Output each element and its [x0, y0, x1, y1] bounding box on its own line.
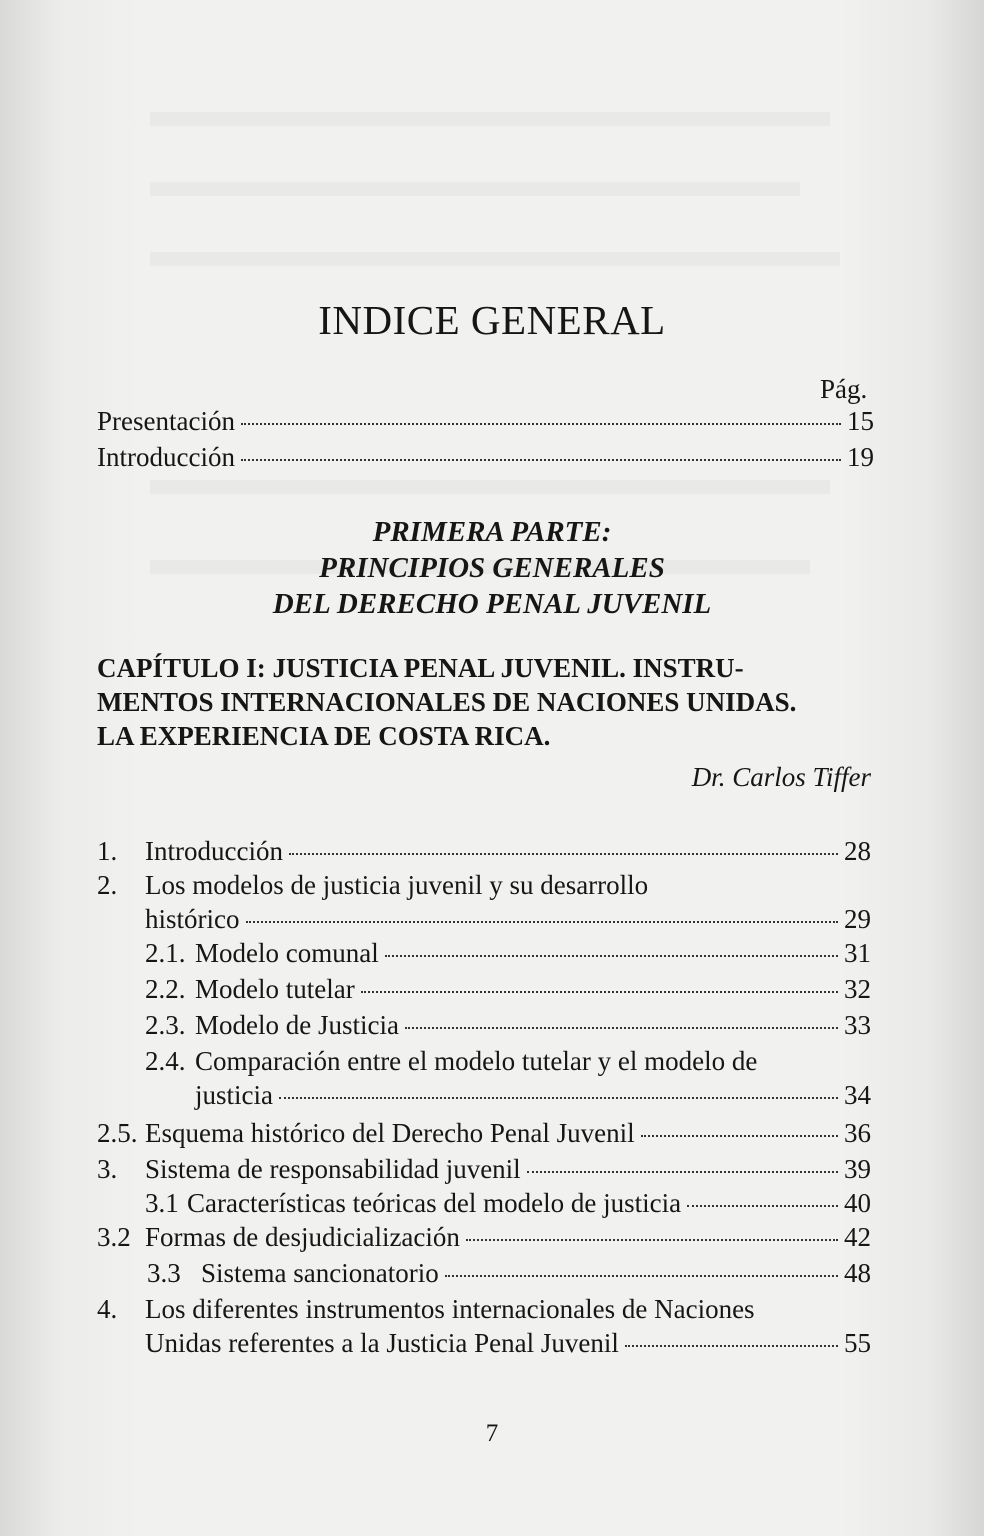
toc-entry [97, 868, 648, 902]
toc-entry-text: Formas de desjudicialización [145, 1222, 460, 1252]
page-title: INDICE GENERAL [318, 297, 666, 343]
toc-entry-number: 4. [97, 1294, 118, 1324]
toc-entry-page: 55 [844, 1328, 871, 1358]
chapter-heading-line: LA EXPERIENCIA DE COSTA RICA. [97, 721, 551, 751]
toc-entry-text: Modelo comunal [195, 938, 379, 968]
toc-entry-page: 29 [844, 904, 871, 934]
chapter-heading-line: MENTOS INTERNACIONALES DE NACIONES UNIDAS. [97, 687, 797, 717]
toc-entry-page: 19 [847, 442, 874, 472]
dot-leader [241, 459, 841, 461]
toc-entry-continuation [145, 1326, 871, 1360]
dot-leader [385, 955, 838, 957]
dot-leader [527, 1171, 838, 1173]
toc-entry-text: Introducción [145, 836, 283, 866]
toc-entry-continuation [145, 902, 871, 936]
toc-entry-page: 34 [844, 1080, 871, 1110]
dot-leader [445, 1275, 838, 1277]
part-heading-line: DEL DERECHO PENAL JUVENIL [272, 588, 712, 620]
dot-leader [466, 1239, 838, 1241]
toc-entry-text: histórico [145, 904, 240, 934]
toc-entry-number: 2.3. [145, 1010, 186, 1040]
toc-entry [145, 1186, 871, 1220]
toc-entry-text: Modelo de Justicia [195, 1010, 399, 1040]
toc-entry-text: Los diferentes instrumentos internacionales de Naciones [145, 1294, 755, 1324]
toc-entry [97, 1152, 871, 1186]
dot-leader [687, 1205, 838, 1207]
toc-entry-page: 31 [844, 938, 871, 968]
toc-entry-text: Presentación [97, 406, 235, 436]
toc-entry-number: 2. [97, 870, 118, 900]
toc-entry-text: Los modelos de justicia juvenil y su desarrollo [145, 870, 649, 900]
chapter-heading-line: CAPÍTULO I: JUSTICIA PENAL JUVENIL. INSTRU- [97, 653, 744, 683]
dot-leader [279, 1097, 838, 1099]
page-number: 7 [485, 1420, 499, 1447]
toc-entry [145, 1008, 871, 1042]
toc-entry-number: 2.2. [145, 974, 186, 1004]
toc-entry-number: 1. [97, 836, 118, 866]
toc-entry-page: 40 [844, 1188, 871, 1218]
toc-entry-number: 3.3 [147, 1258, 181, 1288]
toc-entry-text: justicia [195, 1080, 273, 1110]
dot-leader [625, 1345, 838, 1347]
toc-entry-page: 48 [844, 1258, 871, 1288]
toc-entry [97, 1220, 871, 1254]
dot-leader [289, 853, 838, 855]
toc-entry-page: 32 [844, 974, 871, 1004]
dot-leader [361, 991, 838, 993]
toc-entry [145, 936, 871, 970]
toc-entry-number: 2.4. [145, 1046, 186, 1076]
toc-entry-page: 33 [844, 1010, 871, 1040]
bleed-through-shadow [150, 112, 830, 126]
bleed-through-shadow [150, 252, 840, 266]
toc-entry [97, 1292, 755, 1326]
toc-entry-text: Esquema histórico del Derecho Penal Juvenil [145, 1118, 635, 1148]
toc-entry-presentacion [97, 404, 874, 438]
toc-entry-text: Modelo tutelar [195, 974, 355, 1004]
toc-entry-text: Unidas referentes a la Justicia Penal Juvenil [145, 1328, 619, 1358]
toc-entry-number: 3.2 [97, 1222, 131, 1252]
toc-entry-page: 15 [847, 406, 874, 436]
toc-entry [97, 834, 871, 868]
chapter-author: Dr. Carlos Tiffer [691, 762, 871, 792]
toc-entry-text: Introducción [97, 442, 235, 472]
toc-entry-text: Sistema sancionatorio [201, 1258, 439, 1288]
toc-entry-text: Características teóricas del modelo de justicia [187, 1188, 682, 1218]
toc-entry [147, 1256, 871, 1290]
toc-entry-text: Sistema de responsabilidad juvenil [145, 1154, 521, 1184]
toc-entry-continuation [195, 1078, 871, 1112]
part-heading-line: PRIMERA PARTE: [372, 516, 612, 548]
toc-entry-page: 28 [844, 836, 871, 866]
page-column-label: Pág. [820, 374, 868, 404]
bleed-through-shadow [150, 182, 800, 196]
toc-entry-introduccion [97, 440, 874, 474]
dot-leader [241, 423, 841, 425]
toc-entry-page: 36 [844, 1118, 871, 1148]
part-heading-line: PRINCIPIOS GENERALES [319, 552, 665, 584]
dot-leader [641, 1135, 838, 1137]
toc-entry-number: 2.5. [97, 1118, 138, 1148]
toc-entry [97, 1116, 871, 1150]
toc-entry-number: 3.1 [145, 1188, 179, 1218]
bleed-through-shadow [150, 480, 830, 494]
toc-entry [145, 1044, 757, 1078]
dot-leader [246, 921, 839, 923]
toc-entry-page: 39 [844, 1154, 871, 1184]
dot-leader [405, 1027, 838, 1029]
toc-entry-text: Comparación entre el modelo tutelar y el modelo de [195, 1046, 758, 1076]
toc-entry [145, 972, 871, 1006]
toc-entry-number: 2.1. [145, 938, 186, 968]
toc-entry-page: 42 [844, 1222, 871, 1252]
toc-entry-number: 3. [97, 1154, 118, 1184]
